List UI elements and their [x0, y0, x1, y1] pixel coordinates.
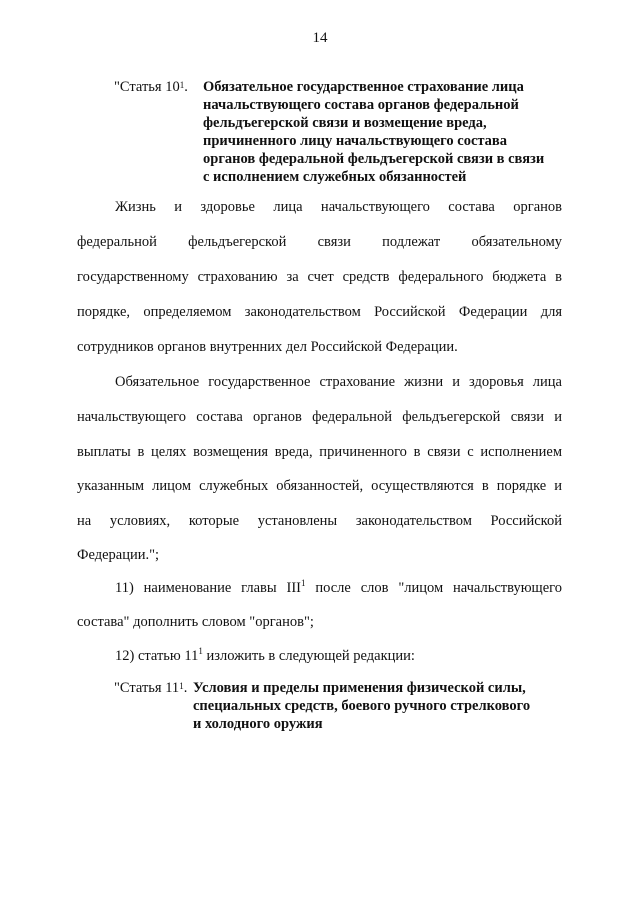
- article-10-1-title: [203, 78, 583, 186]
- article-11-1-title-line: специальных средств, боевого ручного стрелкового: [193, 698, 531, 714]
- article-11-1-title: [193, 679, 573, 733]
- paragraph-3-text-start: 11) наименование главы III: [115, 580, 301, 596]
- paragraph-3-sup: 1: [300, 578, 306, 588]
- article-10-1-label-sup: 1: [179, 80, 185, 90]
- paragraph-2-line: Обязательное государственное страхование жизни и здоровья лица: [115, 374, 562, 390]
- article-10-1-title-line: Обязательное государственное страхование лица: [203, 79, 524, 95]
- paragraph-4-line: [115, 648, 415, 665]
- page-number: 14: [312, 30, 328, 46]
- article-10-1-title-line: фельдъегерской связи и возмещение вреда,: [203, 115, 487, 131]
- paragraph-1-line: Жизнь и здоровье лица начальствующего состава органов: [115, 199, 562, 215]
- article-10-1-label-text: "Статья 10: [114, 79, 180, 95]
- paragraph-2-line: начальствующего состава органов федеральной фельдъегерской связи и: [77, 409, 562, 425]
- article-11-1-title-line: и холодного оружия: [193, 716, 323, 732]
- paragraph-3-line: [115, 580, 562, 597]
- paragraph-2-line: Федерации.";: [77, 547, 160, 563]
- paragraph-1-line: федеральной фельдъегерской связи подлежат обязательному: [77, 234, 562, 250]
- paragraph-2-line: на условиях, которые установлены законодательством Российской: [77, 513, 562, 529]
- paragraph-1-line: сотрудников органов внутренних дел Российской Федерации.: [77, 339, 458, 355]
- article-10-1-title-line: начальствующего состава органов федеральной: [203, 97, 519, 113]
- paragraph-1-line: порядке, определяемом законодательством Российской Федерации для: [77, 304, 562, 320]
- article-11-1-label-sup: 1: [179, 681, 184, 691]
- article-10-1-title-line: с исполнением служебных обязанностей: [203, 169, 467, 185]
- article-10-1-label-dot: .: [184, 79, 188, 95]
- paragraph-4-text-start: 12) статью 11: [115, 648, 199, 664]
- article-10-1-label: [114, 78, 188, 96]
- article-10-1-title-line: причиненного лицу начальствующего состава: [203, 133, 508, 149]
- paragraph-3-line: состава" дополнить словом "органов";: [77, 614, 314, 630]
- paragraph-4-text-end: изложить в следующей редакции:: [202, 648, 415, 664]
- paragraph-2-line: выплаты в целях возмещения вреда, причиненного в связи с исполнением: [77, 444, 562, 460]
- article-10-1-title-line: органов федеральной фельдъегерской связи в связи: [203, 151, 545, 167]
- paragraph-1-line: государственному страхованию за счет средств федерального бюджета в: [77, 269, 562, 285]
- paragraph-3-text-end: после слов "лицом начальствующего: [305, 580, 562, 596]
- paragraph-2-line: указанным лицом служебных обязанностей, осуществляются в порядке и: [77, 478, 562, 494]
- article-11-1-label: [114, 679, 187, 697]
- paragraph-4-sup: 1: [198, 646, 203, 656]
- article-11-1-label-text: "Статья 11: [114, 680, 180, 696]
- article-11-1-title-line: Условия и пределы применения физической силы,: [193, 680, 526, 696]
- article-11-1-label-dot: .: [183, 680, 188, 696]
